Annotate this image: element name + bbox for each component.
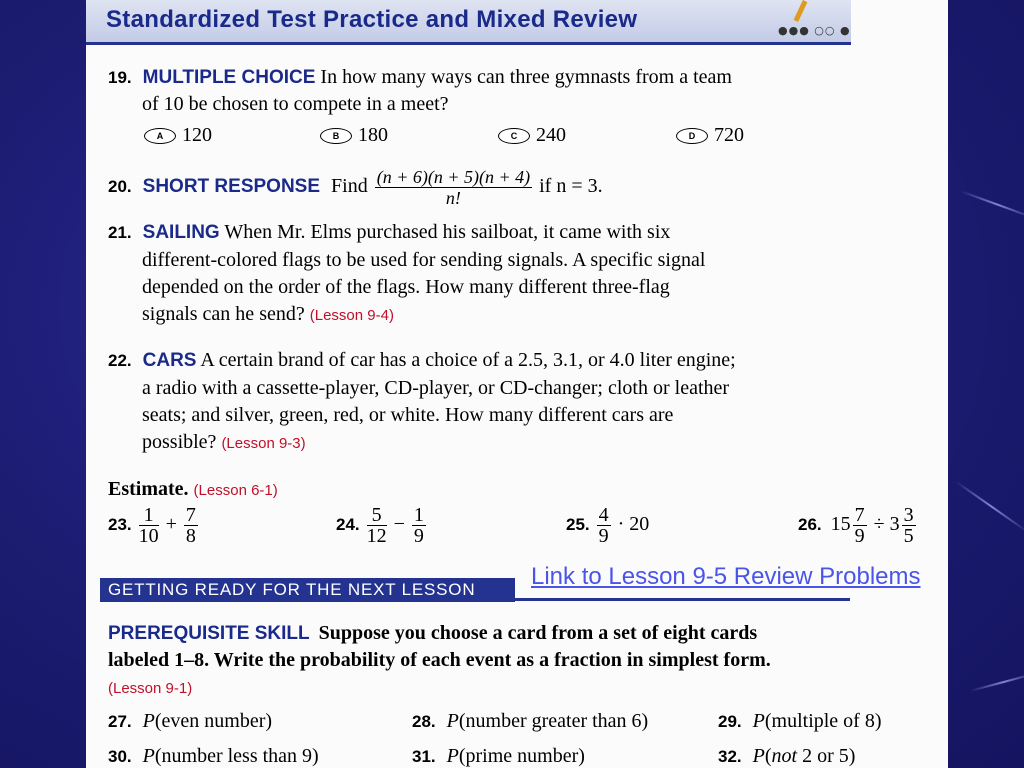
- choice-c[interactable]: C 240: [498, 124, 566, 147]
- banner-rule: [515, 598, 850, 601]
- estimate-heading: Estimate. (Lesson 6-1): [108, 478, 278, 500]
- prereq-line1: PREREQUISITE SKILL Suppose you choose a card from a set of eight cards: [108, 622, 758, 644]
- getting-ready-banner: GETTING READY FOR THE NEXT LESSON: [100, 578, 515, 602]
- problem-30: 30. P(number less than 9): [108, 745, 319, 767]
- problem-27: 27. P(even number): [108, 710, 273, 732]
- estimate-24: 24. $\frac{5}{12}$ − $\frac{1}{9}$: [336, 503, 424, 547]
- lesson-ref: (Lesson 6-1): [193, 482, 278, 499]
- estimate-23: 23. $\frac{1}{10}$ + $\frac{7}{8}$: [108, 503, 196, 547]
- problem-31: 31. P(prime number): [412, 745, 585, 767]
- problem-32: 32. P(not 2 or 5): [718, 745, 856, 767]
- estimate-25: 25. $\frac{4}{9}$ · 20: [566, 503, 650, 547]
- choice-b[interactable]: B 180: [320, 124, 388, 147]
- question-21-line2: different-colored flags to be used for sending signals. A specific signal: [142, 249, 706, 271]
- choice-d[interactable]: D 720: [676, 124, 744, 147]
- lesson-review-link[interactable]: Link to Lesson 9-5 Review Problems: [531, 563, 921, 590]
- question-22: 22. CARS A certain brand of car has a choice of a 2.5, 3.1, or 4.0 liter engine;: [108, 349, 736, 371]
- question-21: 21. SAILING When Mr. Elms purchased his sailboat, it came with six: [108, 221, 671, 243]
- prereq-lesson: [108, 673, 192, 703]
- bubble-b-icon: B: [320, 128, 352, 144]
- pencil-icon: [794, 0, 808, 22]
- question-21-line3: depended on the order of the flags. How many different three-flag: [142, 276, 670, 298]
- choice-a[interactable]: A 120: [144, 124, 212, 147]
- section-header: [86, 0, 851, 45]
- estimate-26: 26. 15 $\frac{7}{9}$ ÷ 3 $\frac{3}{5}$: [798, 503, 914, 547]
- section-title: Standardized Test Practice and Mixed Review: [106, 6, 638, 33]
- lesson-ref: (Lesson 9-3): [221, 435, 306, 452]
- lesson-ref: (Lesson 9-1): [108, 680, 193, 697]
- textbook-page: [86, 0, 948, 768]
- problem-29: 29. P(multiple of 8): [718, 710, 882, 732]
- bubble-c-icon: C: [498, 128, 530, 144]
- question-22-line4: possible? (Lesson 9-3): [142, 431, 306, 453]
- prereq-line2: labeled 1–8. Write the probability of each event as a fraction in simplest form.: [108, 649, 771, 671]
- problem-28: 28. P(number greater than 6): [412, 710, 649, 732]
- question-19: 19. MULTIPLE CHOICE In how many ways can three gymnasts from a team: [108, 66, 732, 88]
- question-22-line3: seats; and silver, green, red, or white. How many different cars are: [142, 404, 674, 426]
- answer-bubbles-icon: ●●● ○○ ●: [778, 24, 851, 37]
- question-22-line2: a radio with a cassette-player, CD-player, or CD-changer; cloth or leather: [142, 377, 730, 399]
- bubble-a-icon: A: [144, 128, 176, 144]
- question-21-line4: signals can he send? (Lesson 9-4): [142, 303, 394, 325]
- q20-fraction: $\frac{(n + 6)(n + 5)(n + 4)}{n!}$: [376, 166, 531, 208]
- question-20: 20. SHORT RESPONSE Find $\frac{(n + 6)(n + 5)(n + 4)}{n!}$ if n = 3.: [108, 166, 603, 208]
- bubble-d-icon: D: [676, 128, 708, 144]
- lesson-ref: (Lesson 9-4): [309, 307, 394, 324]
- question-19-line2: of 10 be chosen to compete in a meet?: [142, 93, 449, 115]
